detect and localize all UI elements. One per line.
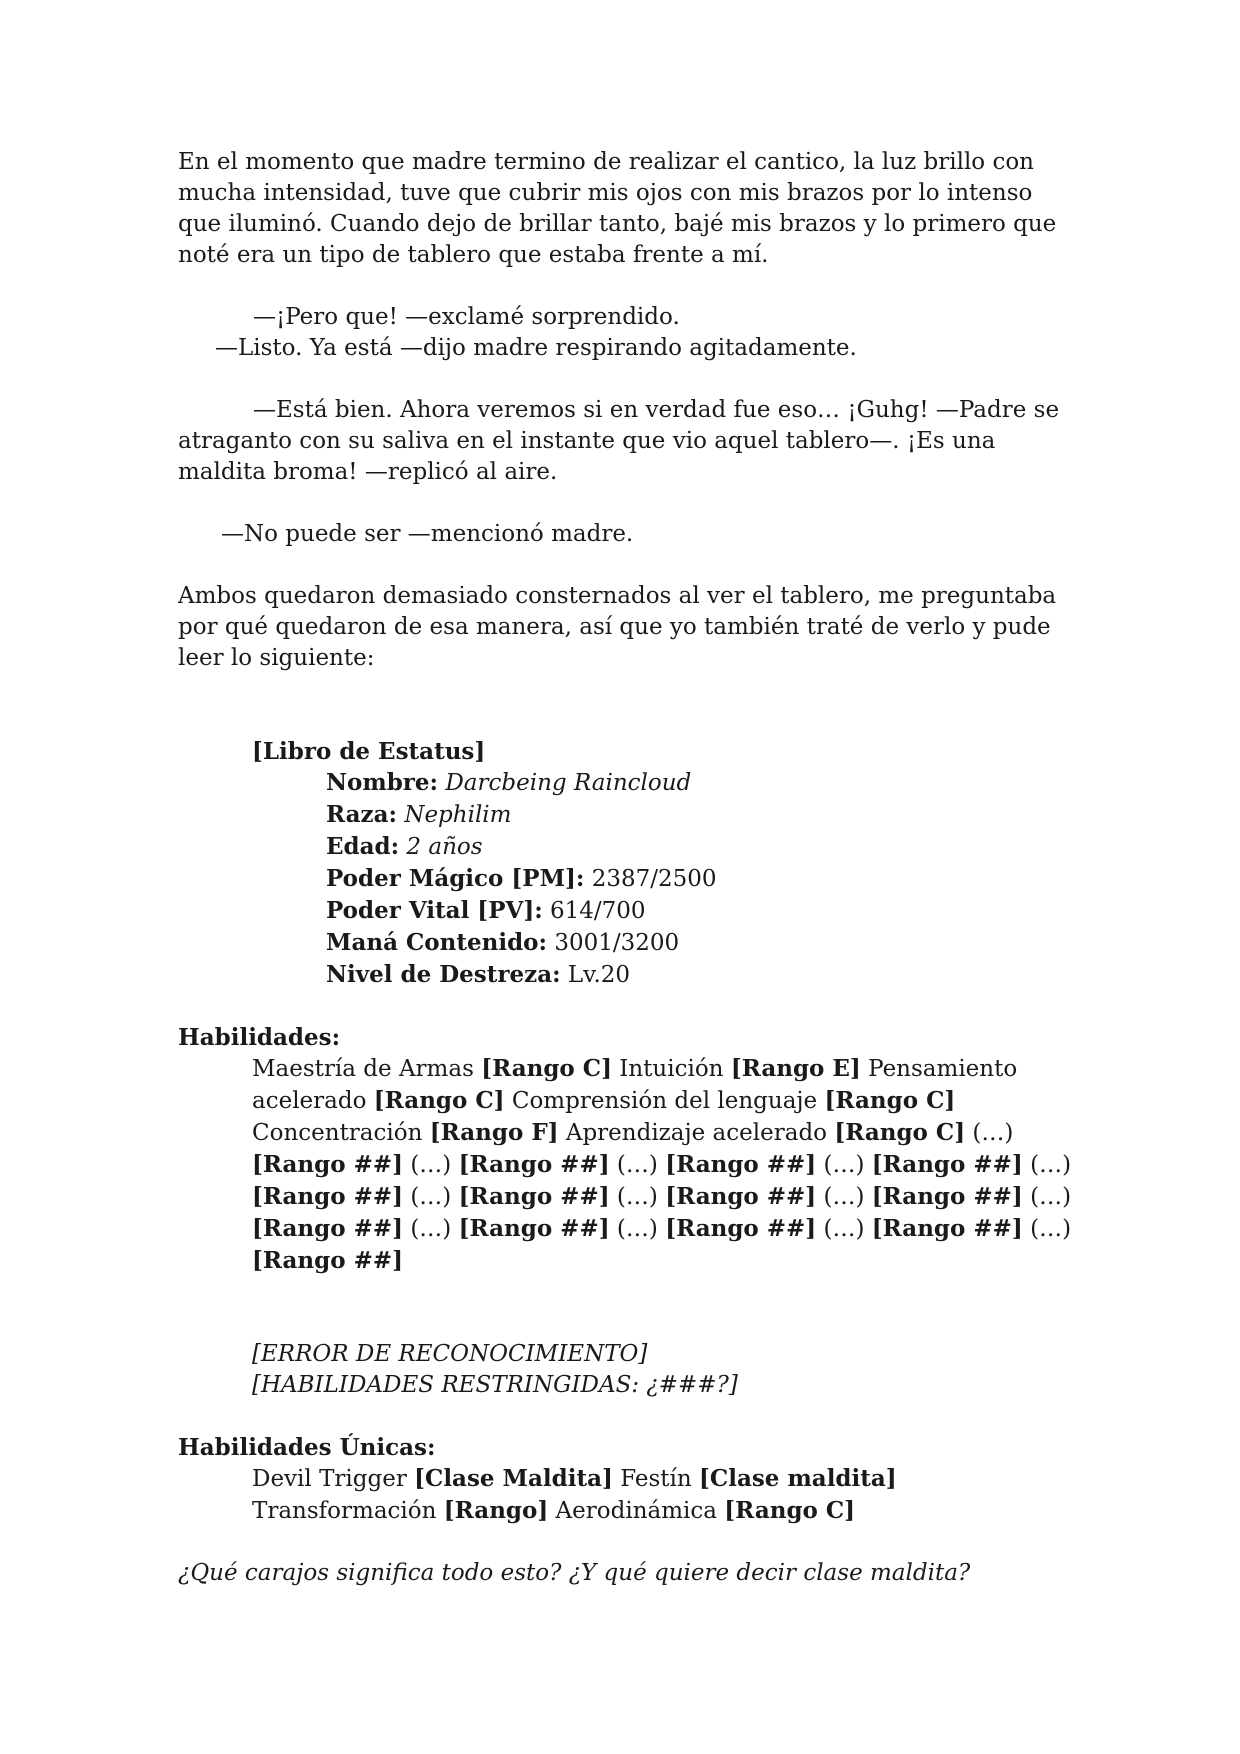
spacer (178, 1527, 1078, 1558)
dialogue-line-3: —Está bien. Ahora veremos si en verdad fue eso… ¡Guhg! —Padre se atraganto con su saliva en el instante que vio aquel tablero—. ¡Es una maldita broma! —replicó al aire. (178, 397, 1060, 485)
closing-thought: ¿Qué carajos significa todo esto? ¿Y qué quiere decir clase maldita? (178, 1560, 971, 1586)
spacer (178, 364, 1078, 395)
spacer (178, 1401, 1078, 1432)
spacer (178, 1277, 1078, 1339)
error-recognition: [ERROR DE RECONOCIMIENTO] (252, 1341, 648, 1367)
unique-skills-list: Devil Trigger [Clase Maldita] Festín [Clase maldita] Transformación [Rango] Aerodinámica [Rango C] (252, 1465, 897, 1524)
stat-mana: Maná Contenido: 3001/3200 (326, 929, 680, 956)
skills-heading: Habilidades: (178, 1024, 341, 1051)
stat-poder-vital: Poder Vital [PV]: 614/700 (326, 897, 646, 924)
narration-paragraph-2: Ambos quedaron demasiado consternados al ver el tablero, me preguntaba por qué quedaron de esa manera, así que yo también traté de verlo y pude leer lo siguiente: (178, 583, 1057, 671)
stat-destreza: Nivel de Destreza: Lv.20 (326, 961, 631, 988)
spacer (178, 488, 1078, 519)
dialogue-line-2: —Listo. Ya está —dijo madre respirando agitadamente. (215, 335, 857, 361)
stat-edad: Edad: 2 años (326, 833, 483, 860)
stat-poder-magico: Poder Mágico [PM]: 2387/2500 (326, 865, 717, 892)
spacer (178, 674, 1078, 736)
unique-skills-heading: Habilidades Únicas: (178, 1434, 436, 1461)
document-body (178, 147, 1078, 1589)
status-book (178, 736, 1078, 991)
spacer (178, 550, 1078, 581)
dialogue-line-1: —¡Pero que! —exclamé sorprendido. (253, 304, 680, 330)
skills-list: Maestría de Armas [Rango C] Intuición [Rango E] Pensamiento acelerado [Rango C] Comprensión del lenguaje [Rango C] Concentración [Rango F] Aprendizaje acelerado [Rango C] (…) [Rango ##] (…) [Rango ##] (…) [Rango ##] (…) [Rango ##] (…) [Rango ##] (…) [Rango ##] (…) [Rango ##] (…) [Rango ##] (…) [Rango ##] (…) [Rango ##] (…) [Rango ##] (…) [Rango ##] (…) [Rango ##] (252, 1055, 1072, 1274)
status-book-title: [Libro de Estatus] (252, 738, 486, 765)
spacer (178, 271, 1078, 302)
dialogue-line-4: —No puede ser —mencionó madre. (221, 521, 634, 547)
narration-paragraph-1: En el momento que madre termino de realizar el cantico, la luz brillo con mucha intensidad, tuve que cubrir mis ojos con mis brazos por lo intenso que iluminó. Cuando dejo de brillar tanto, bajé mis brazos y lo primero que noté era un tipo de tablero que estaba frente a mí. (178, 149, 1057, 268)
error-restricted: [HABILIDADES RESTRINGIDAS: ¿###?] (252, 1372, 738, 1398)
stat-nombre: Nombre: Darcbeing Raincloud (326, 769, 692, 796)
spacer (178, 991, 1078, 1022)
stat-raza: Raza: Nephilim (326, 801, 512, 828)
